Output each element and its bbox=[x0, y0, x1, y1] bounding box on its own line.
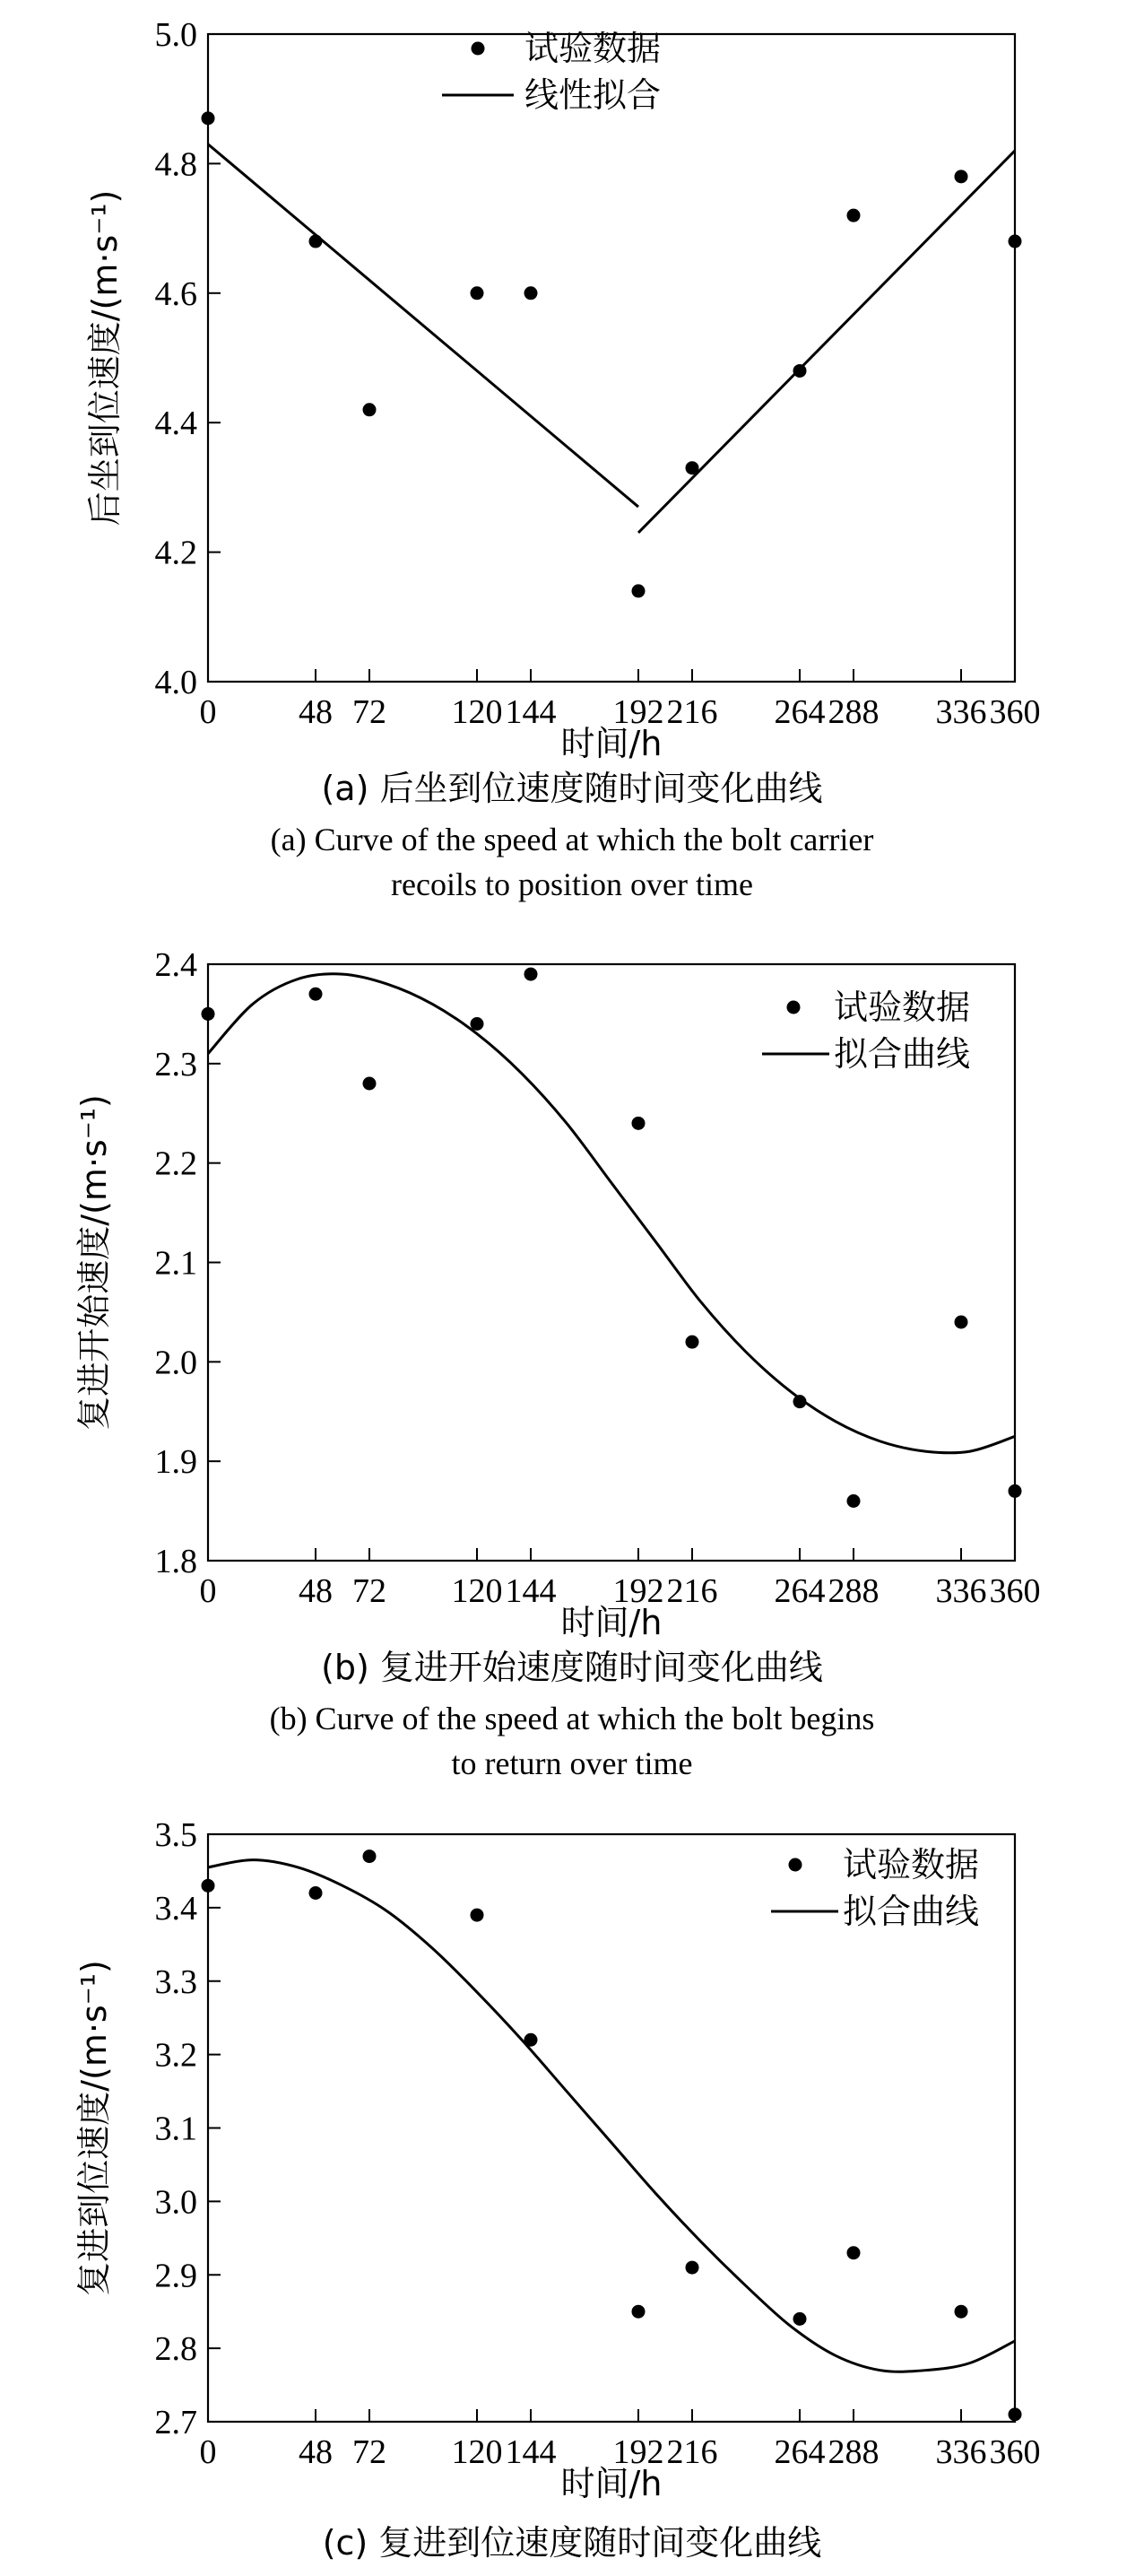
data-point bbox=[524, 968, 538, 981]
y-tick-label: 2.7 bbox=[154, 2404, 197, 2441]
chart-panel-1 bbox=[85, 16, 1041, 902]
x-tick-label: 72 bbox=[352, 2433, 386, 2471]
caption-zh: (b) 复进开始速度随时间变化曲线 bbox=[321, 1648, 823, 1687]
x-tick-label: 288 bbox=[828, 1572, 880, 1610]
x-tick-label: 192 bbox=[612, 2433, 664, 2471]
x-tick-label: 192 bbox=[612, 1572, 664, 1610]
data-point bbox=[471, 286, 484, 300]
legend bbox=[771, 1845, 979, 1931]
legend-label-fit: 拟合曲线 bbox=[834, 1034, 971, 1074]
x-tick-label: 216 bbox=[666, 2433, 718, 2471]
x-tick-label: 264 bbox=[774, 1572, 826, 1610]
x-axis-label: 时间/h bbox=[560, 724, 663, 763]
data-point bbox=[309, 988, 323, 1001]
x-tick-label: 120 bbox=[451, 2433, 503, 2471]
x-tick-label: 336 bbox=[935, 2433, 987, 2471]
x-axis-label: 时间/h bbox=[560, 2464, 663, 2503]
x-tick-label: 336 bbox=[935, 1572, 987, 1610]
x-tick-label: 0 bbox=[199, 2433, 217, 2471]
data-point bbox=[847, 2246, 861, 2259]
y-tick-label: 3.4 bbox=[154, 1889, 197, 1928]
y-tick-label: 2.2 bbox=[154, 1144, 197, 1183]
x-tick-label: 144 bbox=[505, 2433, 557, 2471]
x-tick-label: 72 bbox=[352, 693, 386, 731]
caption-en-line-2: to return over time bbox=[451, 1745, 693, 1781]
y-tick-label: 4.0 bbox=[154, 664, 197, 701]
x-tick-label: 360 bbox=[989, 693, 1041, 731]
y-axis-label: 复进到位速度/(m·s⁻¹) bbox=[74, 1960, 114, 2296]
data-point bbox=[1009, 235, 1022, 248]
y-tick-label: 1.8 bbox=[154, 1543, 197, 1580]
y-tick-label: 2.0 bbox=[154, 1344, 197, 1382]
y-tick-label: 2.4 bbox=[154, 946, 197, 984]
y-tick-label: 1.9 bbox=[154, 1443, 197, 1482]
data-point bbox=[955, 1316, 968, 1329]
x-tick-label: 288 bbox=[828, 2433, 880, 2471]
x-tick-label: 216 bbox=[666, 1572, 718, 1610]
data-point bbox=[847, 1494, 861, 1508]
x-tick-label: 192 bbox=[612, 693, 664, 731]
data-point bbox=[363, 403, 377, 416]
chart-panel-3 bbox=[74, 1816, 1041, 2576]
data-point bbox=[793, 2312, 807, 2326]
data-point bbox=[955, 2305, 968, 2319]
data-point bbox=[632, 584, 646, 597]
data-point bbox=[1009, 2407, 1022, 2421]
y-tick-label: 5.0 bbox=[154, 16, 197, 54]
legend bbox=[762, 988, 970, 1074]
legend-marker bbox=[787, 1001, 801, 1014]
x-tick-label: 336 bbox=[935, 693, 987, 731]
data-point bbox=[632, 2305, 646, 2319]
x-tick-label: 120 bbox=[451, 1572, 503, 1610]
x-tick-label: 288 bbox=[828, 693, 880, 731]
x-tick-label: 264 bbox=[774, 2433, 826, 2471]
y-axis-label: 后坐到位速度/(m·s⁻¹) bbox=[85, 189, 125, 527]
y-tick-label: 3.0 bbox=[154, 2183, 197, 2222]
data-point bbox=[363, 1077, 377, 1091]
data-point bbox=[1009, 1484, 1022, 1498]
data-point bbox=[202, 1007, 215, 1021]
y-tick-label: 4.2 bbox=[154, 534, 197, 572]
data-point bbox=[632, 1117, 646, 1130]
y-tick-label: 2.1 bbox=[154, 1244, 197, 1283]
legend-label-fit: 线性拟合 bbox=[524, 75, 662, 115]
data-point bbox=[471, 1909, 484, 1922]
x-tick-label: 48 bbox=[299, 693, 333, 731]
caption-en-line-2: recoils to position over time bbox=[391, 866, 753, 902]
x-tick-label: 120 bbox=[451, 693, 503, 731]
data-point bbox=[524, 286, 538, 300]
y-tick-label: 4.8 bbox=[154, 145, 197, 184]
x-tick-label: 360 bbox=[989, 2433, 1041, 2471]
y-tick-label: 2.3 bbox=[154, 1045, 197, 1083]
legend-marker bbox=[472, 42, 485, 56]
data-point bbox=[686, 2261, 699, 2275]
caption-en-line-1: (b) Curve of the speed at which the bolt begins bbox=[269, 1701, 875, 1736]
x-tick-label: 0 bbox=[199, 1572, 217, 1610]
legend-marker bbox=[789, 1858, 802, 1872]
y-tick-label: 3.3 bbox=[154, 1962, 197, 2001]
legend-label-fit: 拟合曲线 bbox=[843, 1892, 980, 1931]
y-tick-label: 2.8 bbox=[154, 2330, 197, 2369]
data-point bbox=[309, 1886, 323, 1900]
y-tick-label: 4.4 bbox=[154, 405, 197, 443]
x-tick-label: 72 bbox=[352, 1572, 386, 1610]
data-point bbox=[309, 235, 323, 248]
x-tick-label: 0 bbox=[199, 693, 217, 731]
y-tick-label: 3.1 bbox=[154, 2110, 197, 2148]
chart-panel-2 bbox=[74, 946, 1041, 1781]
y-axis-label: 复进开始速度/(m·s⁻¹) bbox=[74, 1094, 114, 1431]
x-tick-label: 360 bbox=[989, 1572, 1041, 1610]
x-tick-label: 48 bbox=[299, 1572, 333, 1610]
x-tick-label: 48 bbox=[299, 2433, 333, 2471]
x-tick-label: 216 bbox=[666, 693, 718, 731]
legend-label-data: 试验数据 bbox=[843, 1845, 980, 1884]
plot-frame bbox=[208, 34, 1015, 682]
y-tick-label: 3.5 bbox=[154, 1816, 197, 1854]
x-tick-label: 144 bbox=[505, 693, 557, 731]
x-tick-label: 264 bbox=[774, 693, 826, 731]
data-point bbox=[202, 1879, 215, 1893]
data-point bbox=[686, 1336, 699, 1349]
data-point bbox=[363, 1849, 377, 1863]
caption-en-line-1: (a) Curve of the speed at which the bolt carrier bbox=[270, 822, 874, 857]
data-point bbox=[847, 209, 861, 222]
fit-line-segment bbox=[638, 151, 1015, 533]
caption-zh: (a) 后坐到位速度随时间变化曲线 bbox=[321, 769, 823, 808]
y-tick-label: 2.9 bbox=[154, 2257, 197, 2295]
fit-line-segment bbox=[208, 144, 638, 507]
legend bbox=[442, 29, 661, 115]
caption-zh: (c) 复进到位速度随时间变化曲线 bbox=[322, 2523, 822, 2563]
x-axis-label: 时间/h bbox=[560, 1603, 663, 1642]
y-tick-label: 4.6 bbox=[154, 274, 197, 313]
data-point bbox=[202, 111, 215, 125]
legend-label-data: 试验数据 bbox=[524, 29, 662, 68]
legend-label-data: 试验数据 bbox=[834, 988, 971, 1027]
data-point bbox=[955, 170, 968, 183]
x-tick-label: 144 bbox=[505, 1572, 557, 1610]
fit-curve bbox=[208, 1860, 1015, 2372]
y-tick-label: 3.2 bbox=[154, 2036, 197, 2075]
